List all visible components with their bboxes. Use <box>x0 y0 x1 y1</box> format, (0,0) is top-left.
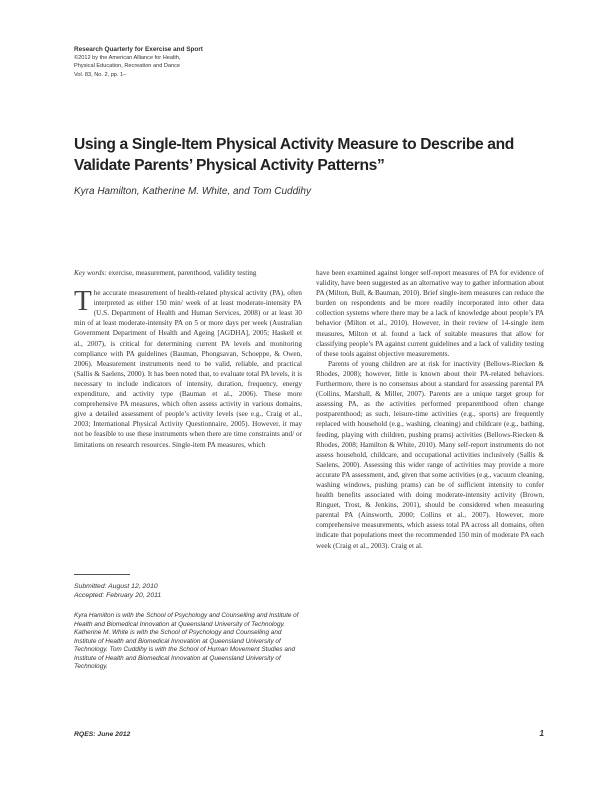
page-number: 1 <box>539 729 544 738</box>
drop-cap: T <box>74 285 92 318</box>
author-affiliation: Kyra Hamilton is with the School of Psychology and Counselling and Institute of Health and Biomedical Innovation at Queensland University of Technology. Katherine M. White is with the School of Psychology and Counselling and Institute of Health and Biomedical Innovation at Queensland University of Technology. Tom Cuddihy is with the School of Human Movement Studies and Institute of Health and Biomedical Innovation at Queensland University of Technology. <box>74 612 299 670</box>
right-column <box>316 268 544 551</box>
left-column <box>74 268 302 450</box>
journal-name: Research Quarterly for Exercise and Sport <box>74 46 203 53</box>
body-paragraph-1: have been examined against longer self-report measures of PA for evidence of validity, have been suggested as an alternative way to gather information about PA (Milton, Bull, & Bauman, 2010). Brief single-item measures can reduce the burden on respondents and be more readily incorporated into other data collection systems where there may be a lack of knowledge about people’s PA behavior (Milton et al., 2010). However, in their review of 14-single item measures, Milton et al. found a lack of suitable measures that allow for classifying people’s PA against current guidelines and a lack of validity testing of these tools against objective measurements. <box>316 269 544 358</box>
accepted-date: Accepted: February 20, 2011 <box>74 592 162 600</box>
keywords-text: exercise, measurement, parenthood, validity testing <box>106 269 257 277</box>
keywords-label: Key words: <box>74 269 107 277</box>
footnote-separator <box>74 574 130 575</box>
journal-copyright-2: Physical Education, Recreation and Dance <box>74 63 181 70</box>
journal-copyright: ©2012 by the American Alliance for Health, <box>74 55 181 62</box>
intro-paragraph <box>74 285 302 450</box>
footer-journal-issue: RQES: June 2012 <box>74 731 131 738</box>
submitted-date: Submitted: August 12, 2010 <box>74 583 158 590</box>
intro-paragraph-text: he accurate measurement of health-related physical activity (PA), often interpreted as either 150 min/ week of at least moderate-intensity PA (U.S. Department of Health and Human Services, 2008) or at least 30 min of at least moderate-intensity PA on 5 or more days per week (Australian Government Department of Health and Ageing [AGDHA], 2005; Haskell et al., 2007), is critical for determining current PA levels and monitoring compliance with PA guidelines (Bauman, Phongsavan, Schoeppe, & Owen, 2006). Measurement instruments need to be valid, reliable, and practical (Sallis & Saelens, 2000). It has been noted that, to evaluate total PA levels, it is necessary to include indicators of intensity, duration, frequency, energy expenditure, and activity type (Bauman et al., 2006). These more comprehensive PA measures, which often assess activity in various domains, give a detailed assessment of people’s activity levels (see e.g., Craig et al., 2003; International Physical Activity Questionnaire, 2005). However, it may not be feasible to use these instruments when there are time constraints and/ or limitations on research resources. Single-item PA measures, which <box>74 289 302 449</box>
article-authors: Kyra Hamilton, Katherine M. White, and Tom Cuddihy <box>74 186 311 197</box>
article-title: Using a Single-Item Physical Activity Measure to Describe and Validate Parents’ Physical Activity Patterns” <box>74 136 514 174</box>
submission-dates <box>74 582 302 601</box>
journal-volume: Vol. 83, No. 2, pp. 1– <box>74 71 127 78</box>
keywords <box>74 268 302 278</box>
journal-header <box>74 46 374 79</box>
body-paragraph-2: Parents of young children are at risk for inactivity (Bellows-Riecken & Rhodes, 2008); however, little is known about their PA-related behaviors. Furthermore, there is no consensus about a standard for assessing parental PA (Collins, Marshall, & Miller, 2007). Parents are a unique target group for assessing PA, as the activities performed preparenthood often change postparenthood; as such, leisure-time activities (e.g., sports) are frequently replaced with household (e.g., washing, cleaning) and childcare (e.g., bathing, feeding, playing with children, pushing prams) activities (Bellows-Riecken & Rhodes, 2008; Hamilton & White, 2010). Many self-report instruments do not assess household, childcare, and occupational activities inclusively (Sallis & Saelens, 2000). Assessing this wider range of activities may provide a more accurate PA assessment, and, given that some activities (e.g., vacuum cleaning, washing windows, pushing prams) can be of sufficient intensity to confer health benefits associated with doing moderate-intensity activity (Brown, Ringuet, Trost, & Jenkins, 2001), should be considered when measuring parental PA (Ainsworth, 2000; Collins et al., 2007). However, more comprehensive measurements, which assess total PA across all domains, often indicate that populations meet the recommended 150 min of moderate PA each week (Craig et al., 2003). Craig et al. <box>316 359 544 550</box>
